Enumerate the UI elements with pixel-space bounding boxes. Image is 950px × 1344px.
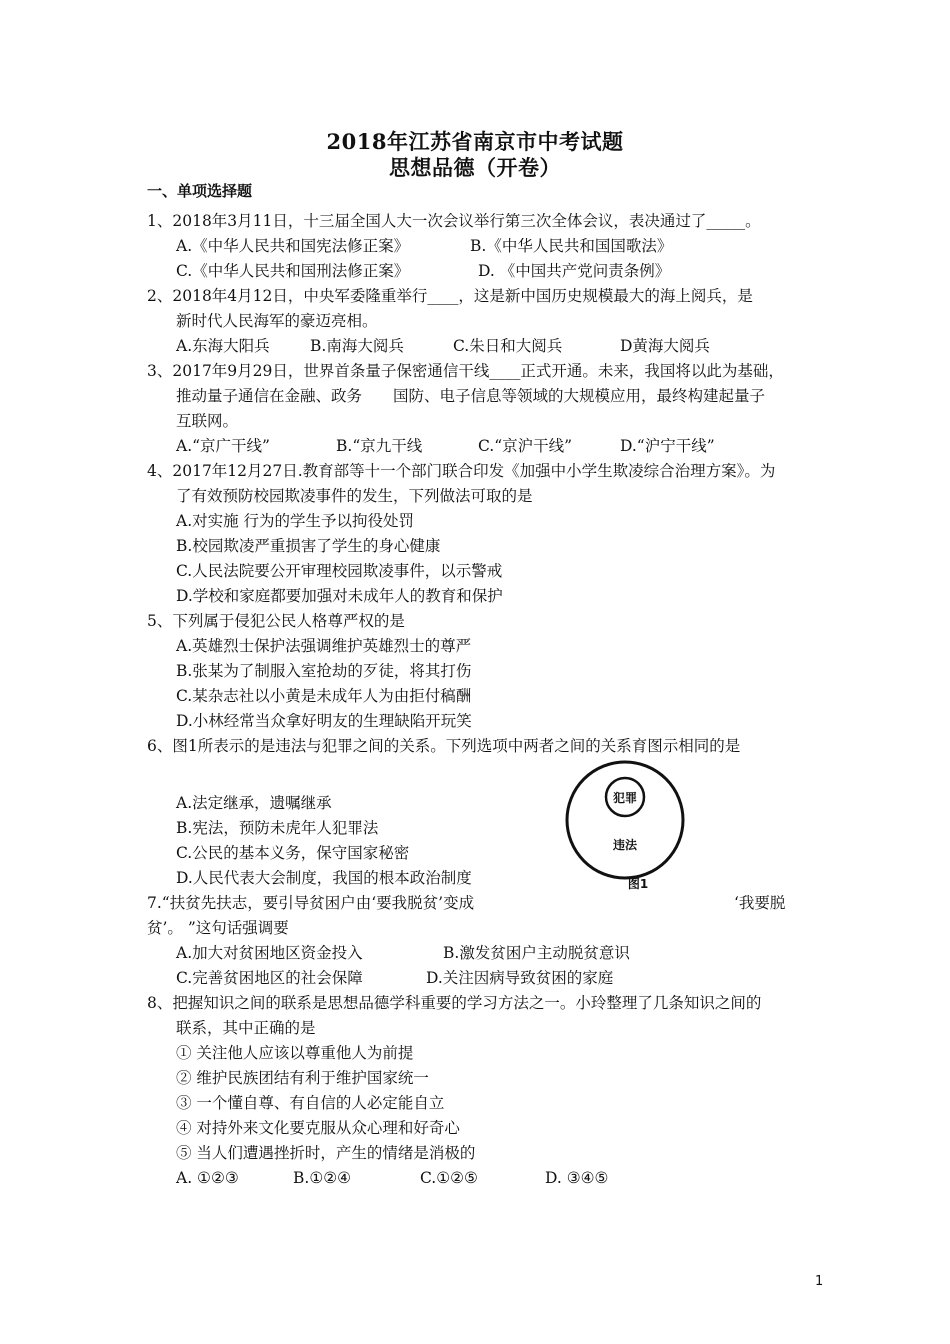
question-4-option-c: C.人民法院要公开审理校园欺凌事件，以示警戒: [176, 562, 503, 580]
outer-circle-illegal: [567, 762, 683, 878]
page-number: 1: [815, 1274, 824, 1289]
question-7-stem-cont: 贫’。 ”这句话强调要: [147, 919, 289, 937]
question-3-option-d: D.“沪宁干线”: [620, 437, 715, 455]
question-2-option-a: A.东海大阳兵: [176, 337, 270, 355]
question-8-stem-cont: 联系，其中正确的是: [176, 1019, 316, 1037]
figure-inner-label: 犯罪: [612, 791, 638, 805]
question-3-option-b: B.“京九干线: [336, 437, 423, 455]
question-1-stem: 1、2018年3月11日，十三届全国人大一次会议举行第三次全体会议，表决通过了_____。: [147, 212, 761, 230]
question-3-stem: 3、2017年9月29日，世界首条量子保密通信干线____正式开通。未来，我国将以此为基础，: [147, 362, 784, 380]
question-6-option-b: B.宪法，预防未虎年人犯罪法: [176, 819, 379, 837]
page-subtitle: 思想品德（开卷）: [389, 155, 561, 180]
question-7-option-c: C.完善贫困地区的社会保障: [176, 969, 363, 987]
question-7-option-b: B.激发贫困户主动脱贫意识: [443, 944, 630, 962]
question-4-option-a: A.对实施 行为的学生予以拘役处罚: [176, 512, 415, 530]
question-8-option-a: A. ①②③: [176, 1169, 239, 1187]
question-1-option-c: C.《中华人民共和国刑法修正案》: [176, 262, 410, 280]
question-6-stem: 6、图1所表示的是违法与犯罪之间的关系。下列选项中两者之间的关系育图示相同的是: [147, 737, 741, 755]
figure-caption: 图1: [627, 877, 649, 891]
question-6-option-a: A.法定继承，遗嘱继承: [176, 794, 332, 812]
question-2-option-b: B.南海大阅兵: [310, 337, 404, 355]
question-5-option-a: A.英雄烈士保护法强调维护英雄烈士的尊严: [176, 637, 472, 655]
question-7-option-d: D.关注因病导致贫困的家庭: [426, 969, 614, 987]
question-3-option-a: A.“京广干线”: [176, 437, 270, 455]
question-5-option-d: D.小林经常当众拿好明友的生理缺陷开玩笑: [176, 712, 472, 730]
question-7-option-a: A.加大对贫困地区资金投入: [176, 944, 363, 962]
question-2-option-d: D黄海大阅兵: [620, 337, 710, 355]
question-8-statement-5: ⑤ 当人们遭遇挫折时，产生的情绪是消极的: [176, 1144, 476, 1162]
figure-outer-label: 违法: [612, 838, 638, 852]
question-3-stem-end: 互联网。: [176, 412, 239, 430]
question-2-option-c: C.朱日和大阅兵: [453, 337, 563, 355]
question-5-stem: 5、下列属于侵犯公民人格尊严权的是: [147, 612, 405, 630]
page-title: 2018年江苏省南京市中考试题: [326, 129, 624, 154]
question-8-statement-1: ① 关注他人应该以尊重他人为前提: [176, 1044, 414, 1062]
question-4-stem-cont: 了有效预防校园欺凌事件的发生，下列做法可取的是: [176, 487, 533, 505]
question-4-stem: 4、2017年12月27日.教育部等十一个部门联合印发《加强中小学生欺凌综合治理方案》。为: [147, 462, 776, 480]
question-1-option-b: B.《中华人民共和国国歌法》: [470, 237, 673, 255]
question-7-stem: 7.“扶贫先扶志，要引导贫困户由‘要我脱贫’变成: [147, 894, 475, 912]
question-8-statement-3: ③ 一个懂自尊、有自信的人必定能自立: [176, 1094, 445, 1112]
question-8-stem: 8、把握知识之间的联系是思想品德学科重要的学习方法之一。小玲整理了几条知识之间的: [147, 994, 762, 1012]
question-2-stem-cont: 新时代人民海军的豪迈亮相。: [176, 312, 378, 330]
question-5-option-b: B.张某为了制服入室抢劫的歹徒，将其打伤: [176, 662, 472, 680]
question-5-option-c: C.某杂志社以小黄是未成年人为由拒付稿酬: [176, 687, 472, 705]
figure-1-diagram: [562, 752, 688, 892]
question-8-statement-4: ④ 对持外来文化要克服从众心理和好奇心: [176, 1119, 460, 1137]
question-8-option-d: D. ③④⑤: [545, 1169, 609, 1187]
question-6-option-d: D.人民代表大会制度，我国的根本政治制度: [176, 869, 472, 887]
question-7-stem-right: ‘我要脱: [734, 894, 786, 912]
question-4-option-d: D.学校和家庭都要加强对未成年人的教育和保护: [176, 587, 503, 605]
question-6-option-c: C.公民的基本义务，保守国家秘密: [176, 844, 410, 862]
question-8-statement-2: ② 维护民族团结有利于维护国家统一: [176, 1069, 429, 1087]
question-1-option-d: D. 《中国共产党问责条例》: [478, 262, 671, 280]
question-8-option-c: C.①②⑤: [420, 1169, 478, 1187]
question-3-stem-cont: 推动量子通信在金融、政务 国防、电子信息等领域的大规模应用，最终构建起量子: [176, 387, 766, 405]
section-heading: 一、单项选择题: [147, 182, 253, 200]
question-8-option-b: B.①②④: [293, 1169, 352, 1187]
question-3-option-c: C.“京沪干线”: [478, 437, 573, 455]
question-1-option-a: A.《中华人民共和国宪法修正案》: [176, 237, 410, 255]
question-2-stem: 2、2018年4月12日，中央军委隆重举行____，这是新中国历史规模最大的海上阅兵，是: [147, 287, 753, 305]
question-4-option-b: B.校园欺凌严重损害了学生的身心健康: [176, 537, 441, 555]
